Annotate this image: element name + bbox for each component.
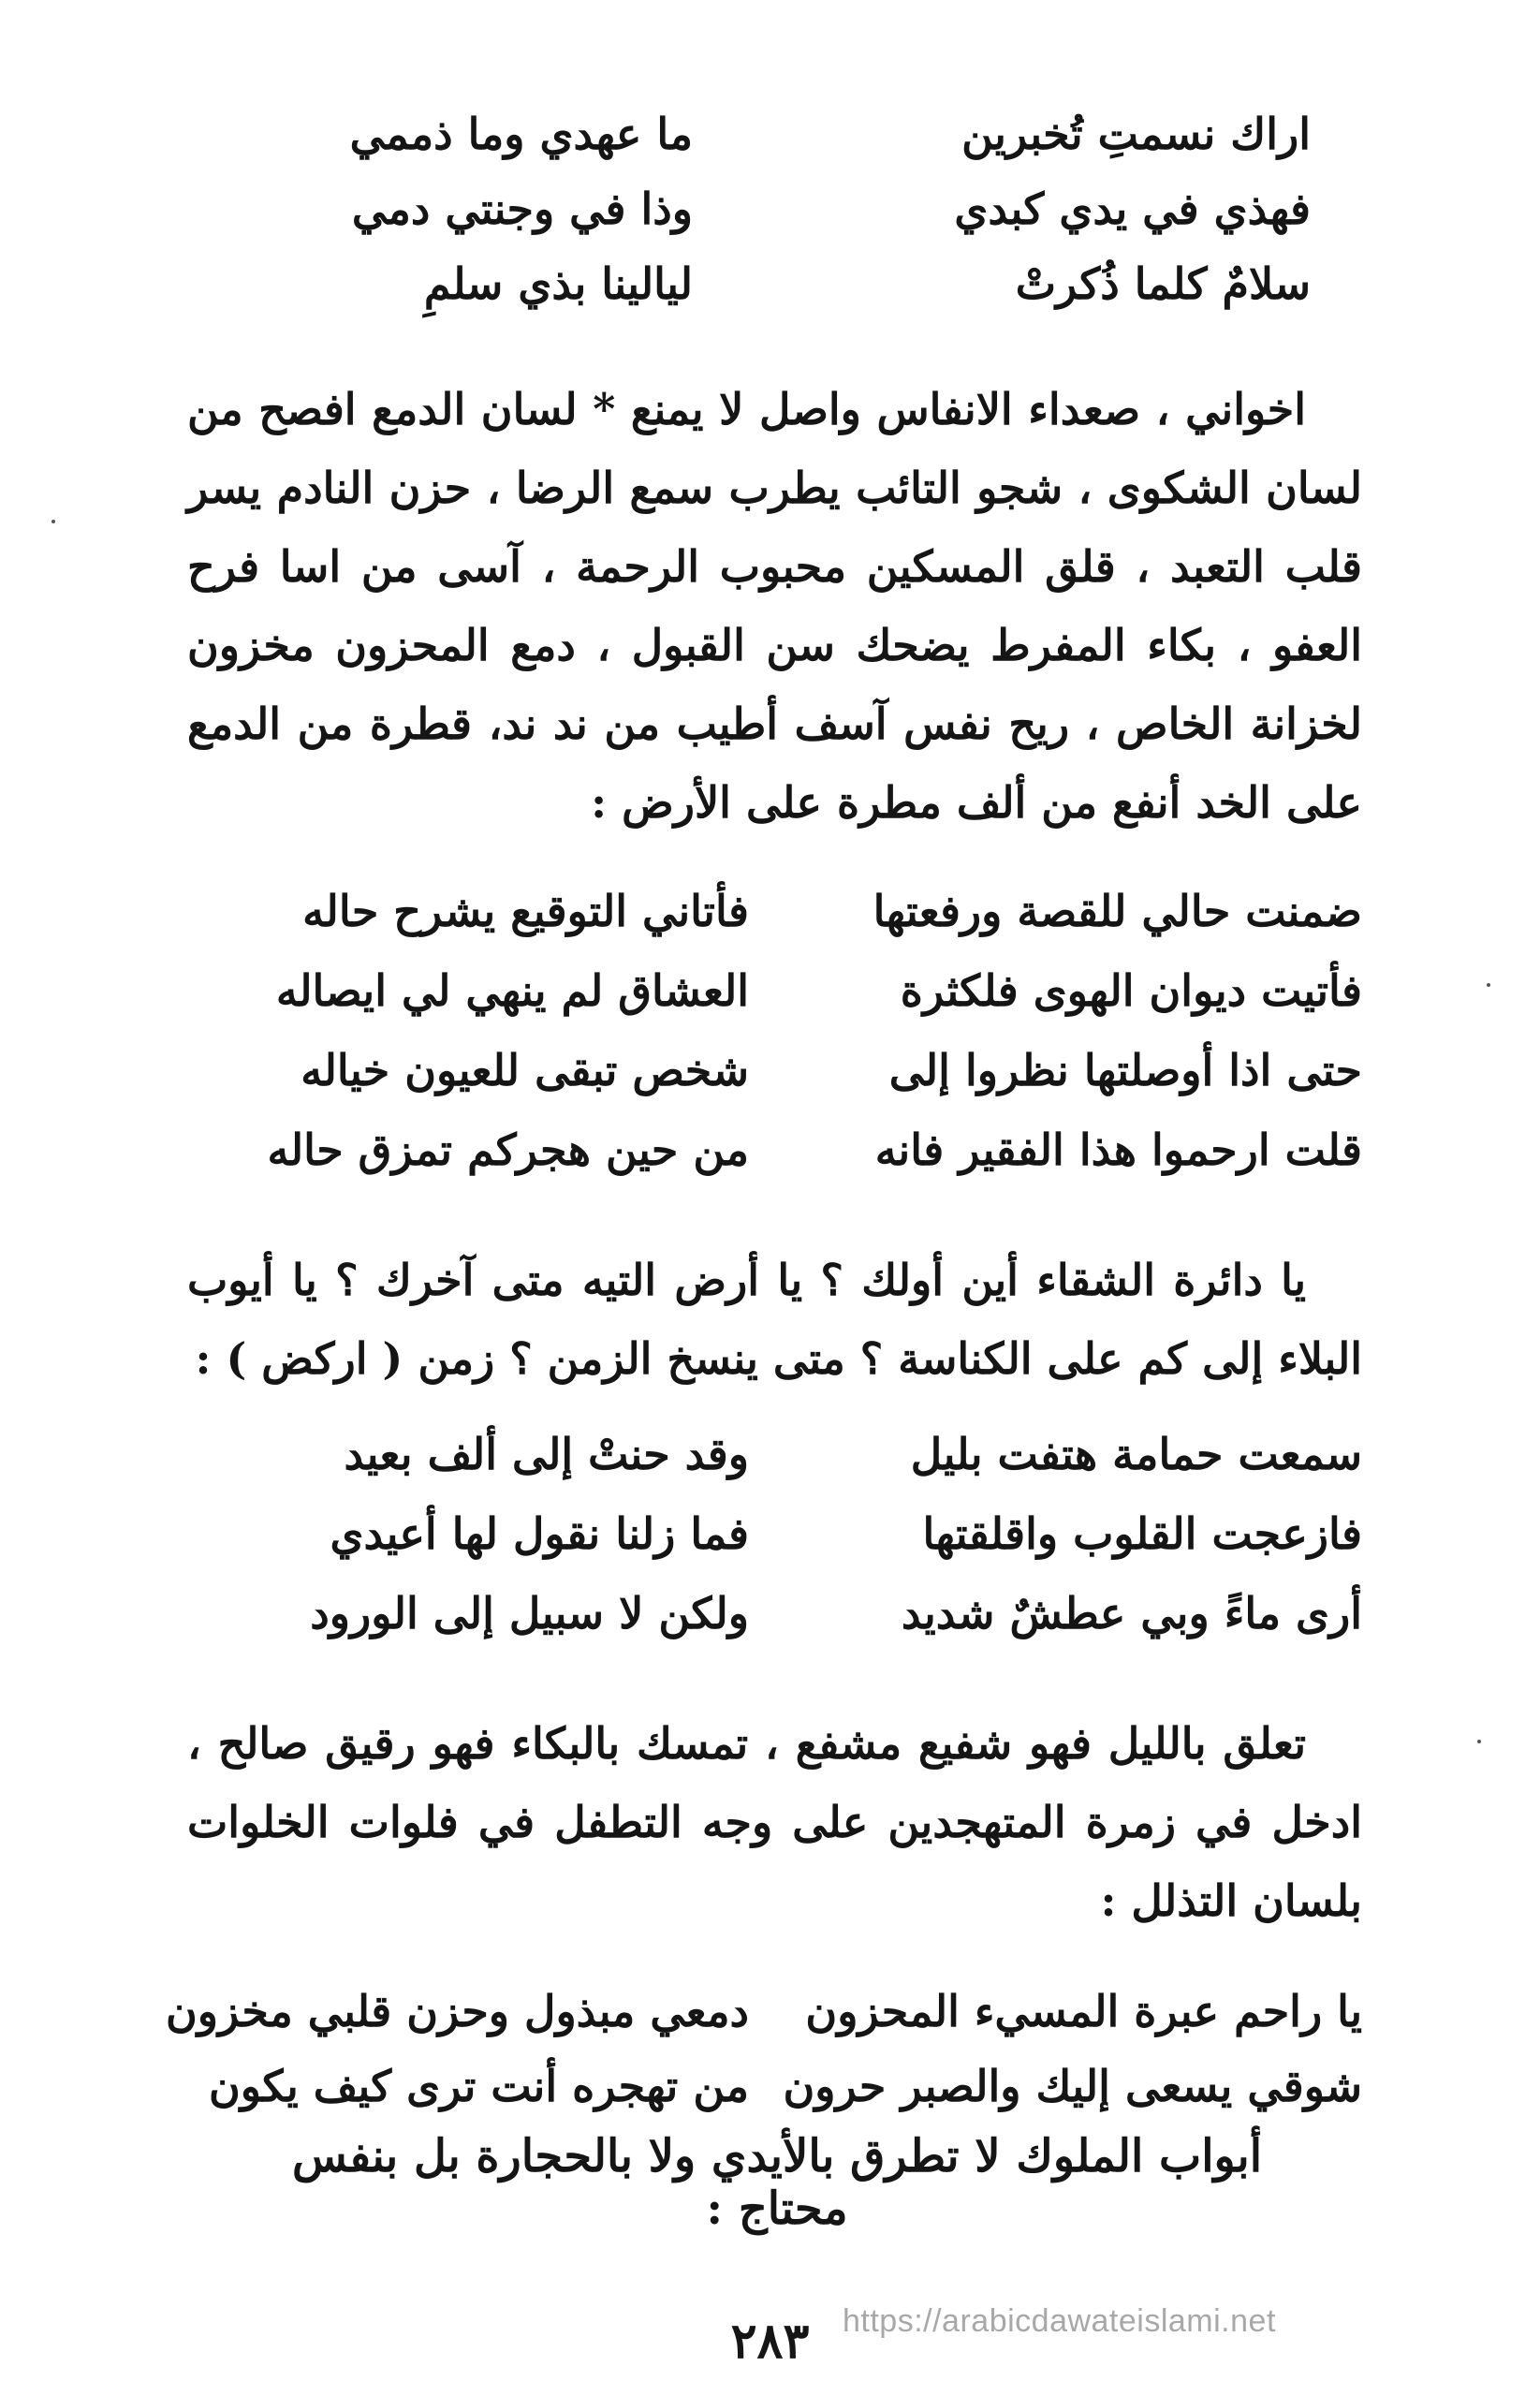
scan-speck [1477,1740,1481,1743]
page-number: ٢٨٣ [730,2313,810,2370]
poem-2-line-1-first-hemistich: ضمنت حالي للقصة ورفعتها [873,886,1362,936]
poem-3-line-3-second-hemistich: ولكن لا سبيل إلى الورود [310,1588,749,1639]
poem-4-line-2-second-hemistich: من تهجره أنت ترى كيف يكون [209,2061,749,2111]
paragraph-3: تعلق بالليل فهو شفيع مشفع ، تمسك بالبكاء فهو رقيق صالح ، ادخل في زمرة المتهجدين على وجه التطفل في فلوات الخلوات بلسان التذلل : [187,1718,1362,1926]
poem-1-line-2-second-hemistich: وذا في وجنتي دمي [351,184,693,234]
poem-3-line-1-first-hemistich: سمعت حمامة هتفت بليل [910,1429,1362,1479]
poem-2-line-1-second-hemistich: فأتاني التوقيع يشرح حاله [302,886,749,936]
poem-4-line-1-first-hemistich: يا راحم عبرة المسيء المحزون [805,1986,1362,2036]
poem-3-line-2-second-hemistich: فما زلنا نقول لها أعيدي [330,1508,749,1559]
poem-3-line-2-first-hemistich: فازعجت القلوب واقلقتها [922,1508,1362,1559]
watermark-url: https://arabicdawateislami.net [843,2303,1276,2339]
poem-1-line-2-first-hemistich: فهذي في يدي كبدي [954,184,1311,234]
poem-2-line-2-first-hemistich: فأتيت ديوان الهوى فلكثرة [900,965,1362,1016]
scan-speck [1487,983,1490,987]
poem-4-line-1-second-hemistich: دمعي مبذول وحزن قلبي مخزون [166,1986,749,2036]
poem-1-line-1-second-hemistich: ما عهدي وما ذممي [349,109,693,159]
paragraph-2: يا دائرة الشقاء أين أولك ؟ يا أرض التيه متى آخرك ؟ يا أيوب البلاء إلى كم على الكناسة ؟ متى ينسخ الزمن ؟ زمن ( اركض ) : [187,1255,1362,1384]
poem-2-line-3-second-hemistich: شخص تبقى للعيون خياله [301,1045,749,1095]
poem-3-line-1-second-hemistich: وقد حنتْ إلى ألف بعيد [344,1429,749,1479]
scan-speck [51,520,55,523]
poem-2-line-4-first-hemistich: قلت ارحموا هذا الفقير فانه [874,1124,1362,1175]
poem-2-line-4-second-hemistich: من حين هجركم تمزق حاله [267,1124,749,1175]
poem-2-line-3-first-hemistich: حتى اذا أوصلتها نظروا إلى [888,1045,1362,1095]
poem-1-line-1-first-hemistich: اراك نسمتِ تُخبرين [961,109,1311,159]
poem-2-line-2-second-hemistich: العشاق لم ينهي لي ايصاله [275,965,749,1016]
closing-line: أبواب الملوك لا تطرق بالأيدي ولا بالحجارة بل بنفس محتاج : [291,2130,1263,2235]
poem-1-line-3-first-hemistich: سلامٌ كلما ذُكرتْ [1015,258,1311,309]
poem-4-line-2-first-hemistich: شوقي يسعى إليك والصبر حرون [783,2061,1362,2111]
poem-1-line-3-second-hemistich: ليالينا بذي سلمِ [423,258,693,309]
poem-3-line-3-first-hemistich: أرى ماءً وبي عطشٌ شديد [901,1588,1362,1639]
paragraph-1: اخواني ، صعداء الانفاس واصل لا يمنع * لسان الدمع افصح من لسان الشكوى ، شجو التائب يطرب سمع الرضا ، حزن النادم يسر قلب التعبد ، قلق المسكين محبوب الرحمة ، آسى من اسا فرح العفو ، بكاء المفرط يضحك سن القبول ، دمع المحزون مخزون لخزانة الخاص ، ريح نفس آسف أطيب من ند ند، قطرة من الدمع على الخد أنفع من ألف مطرة على الأرض : [187,384,1362,828]
